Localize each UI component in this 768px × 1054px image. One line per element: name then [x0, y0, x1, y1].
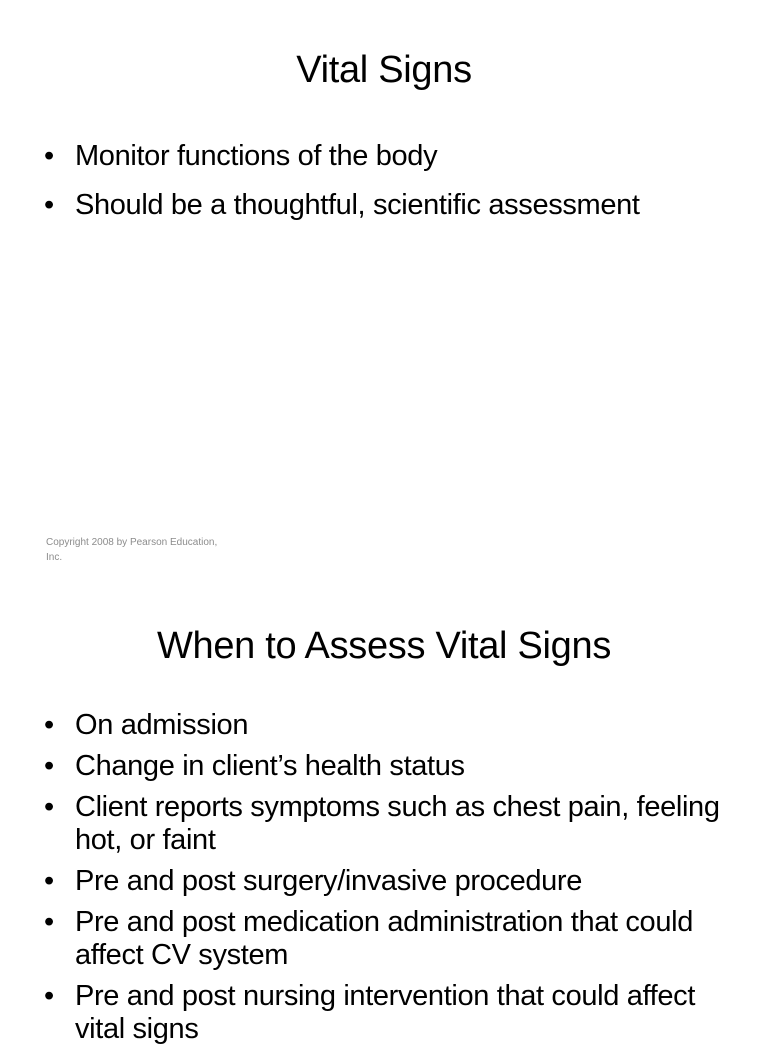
bullet-item: [44, 865, 734, 898]
bullet-icon: •: [44, 709, 54, 741]
bullet-text: Client reports symptoms such as chest pain, feeling hot, or faint: [75, 791, 720, 856]
slide-title: When to Assess Vital Signs: [156, 625, 612, 667]
bullet-icon: •: [44, 791, 54, 823]
bullet-item: [44, 750, 734, 783]
bullet-item: [44, 189, 734, 222]
bullet-text: Change in client’s health status: [75, 750, 465, 782]
bullet-text: Monitor functions of the body: [75, 140, 438, 172]
bullet-text: Should be a thoughtful, scientific assessment: [75, 189, 640, 221]
bullet-text: Pre and post surgery/invasive procedure: [75, 865, 583, 897]
bullet-text: On admission: [75, 709, 249, 741]
bullet-icon: •: [44, 980, 54, 1012]
bullet-text: Pre and post nursing intervention that could affect vital signs: [75, 980, 696, 1045]
bullet-text: Pre and post medication administration that could affect CV system: [75, 906, 693, 971]
copyright-footer: Copyright 2008 by Pearson Education, Inc.: [46, 537, 218, 563]
bullet-icon: •: [44, 750, 54, 782]
bullet-list: [44, 709, 734, 1054]
bullet-item: [44, 791, 734, 857]
bullet-icon: •: [44, 140, 54, 172]
bullet-item: [44, 906, 734, 972]
slide-title: Vital Signs: [296, 49, 472, 91]
bullet-item: [44, 980, 734, 1046]
bullet-item: [44, 140, 734, 173]
bullet-item: [44, 709, 734, 742]
slide-when-to-assess: [0, 576, 768, 1045]
bullet-icon: •: [44, 865, 54, 897]
bullet-icon: •: [44, 906, 54, 938]
bullet-icon: •: [44, 189, 54, 221]
bullet-list: [44, 140, 734, 238]
